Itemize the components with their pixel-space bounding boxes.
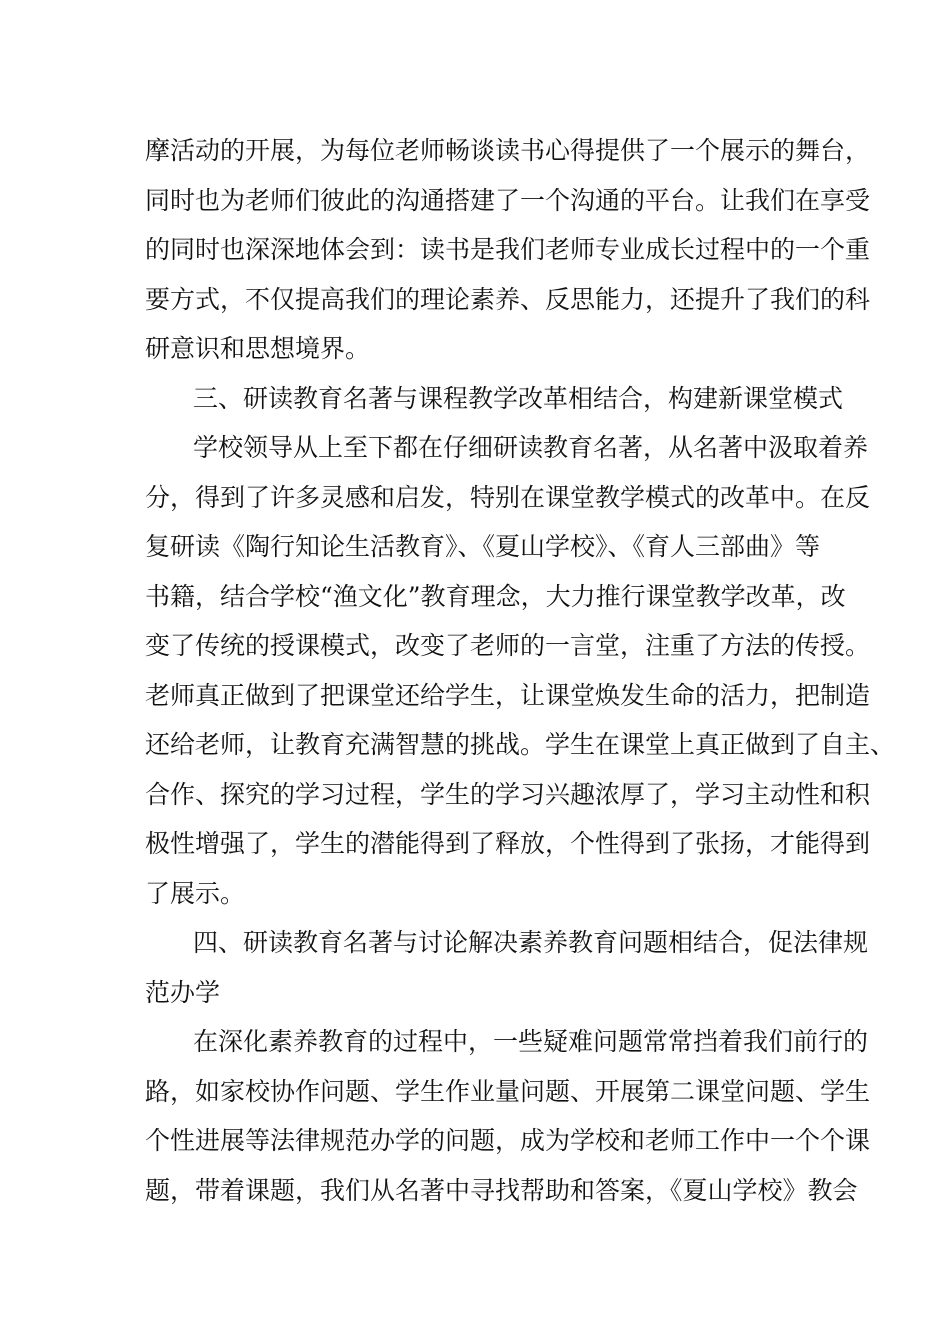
text-line: 变了传统的授课模式，改变了老师的一言堂，注重了方法的传授。: [145, 631, 871, 660]
text-line: 分，得到了许多灵感和启发，特别在课堂教学模式的改革中。在反: [145, 482, 871, 512]
text-line: 题，带着课题，我们从名著中寻找帮助和答案，《夏山学校》教会: [145, 1175, 858, 1205]
text-line: 四、研读教育名著与讨论解决素养教育问题相结合，促法律规: [193, 928, 869, 957]
text-line: 书籍，结合学校“渔文化”教育理念，大力推行课堂教学改革，改: [145, 581, 846, 611]
text-line: 在深化素养教育的过程中，一些疑难问题常常挡着我们前行的: [193, 1027, 869, 1056]
text-line: 同时也为老师们彼此的沟通搭建了一个沟通的平台。让我们在享受: [145, 185, 871, 215]
text-line: 还给老师，让教育充满智慧的挑战。学生在课堂上真正做到了自主、: [145, 730, 896, 759]
text-line: 研意识和思想境界。: [145, 334, 371, 363]
text-line: 的同时也深深地体会到：读书是我们老师专业成长过程中的一个重: [145, 235, 871, 264]
text-line: 学校领导从上至下都在仔细研读教育名著，从名著中汲取着养: [193, 433, 869, 462]
text-line: 了展示。: [145, 878, 246, 908]
text-line: 老师真正做到了把课堂还给学生，让课堂焕发生命的活力，把制造: [145, 680, 871, 710]
text-line: 摩活动的开展，为每位老师畅谈读书心得提供了一个展示的舞台，: [145, 136, 871, 165]
body-text: [145, 126, 896, 1215]
text-line: 范办学: [145, 977, 221, 1007]
text-line: 路，如家校协作问题、学生作业量问题、开展第二课堂问题、学生: [145, 1076, 871, 1106]
text-line: 极性增强了，学生的潜能得到了释放，个性得到了张扬，才能得到: [145, 829, 871, 858]
text-line: 要方式，不仅提高我们的理论素养、反思能力，还提升了我们的科: [145, 284, 871, 314]
text-line: 合作、探究的学习过程，学生的学习兴趣浓厚了，学习主动性和积: [145, 779, 871, 809]
text-line: 复研读《陶行知论生活教育》、《夏山学校》、《育人三部曲》等: [145, 532, 821, 561]
text-line: 三、研读教育名著与课程教学改革相结合，构建新课堂模式: [193, 383, 844, 413]
text-line: 个性进展等法律规范办学的问题，成为学校和老师工作中一个个课: [145, 1126, 871, 1155]
